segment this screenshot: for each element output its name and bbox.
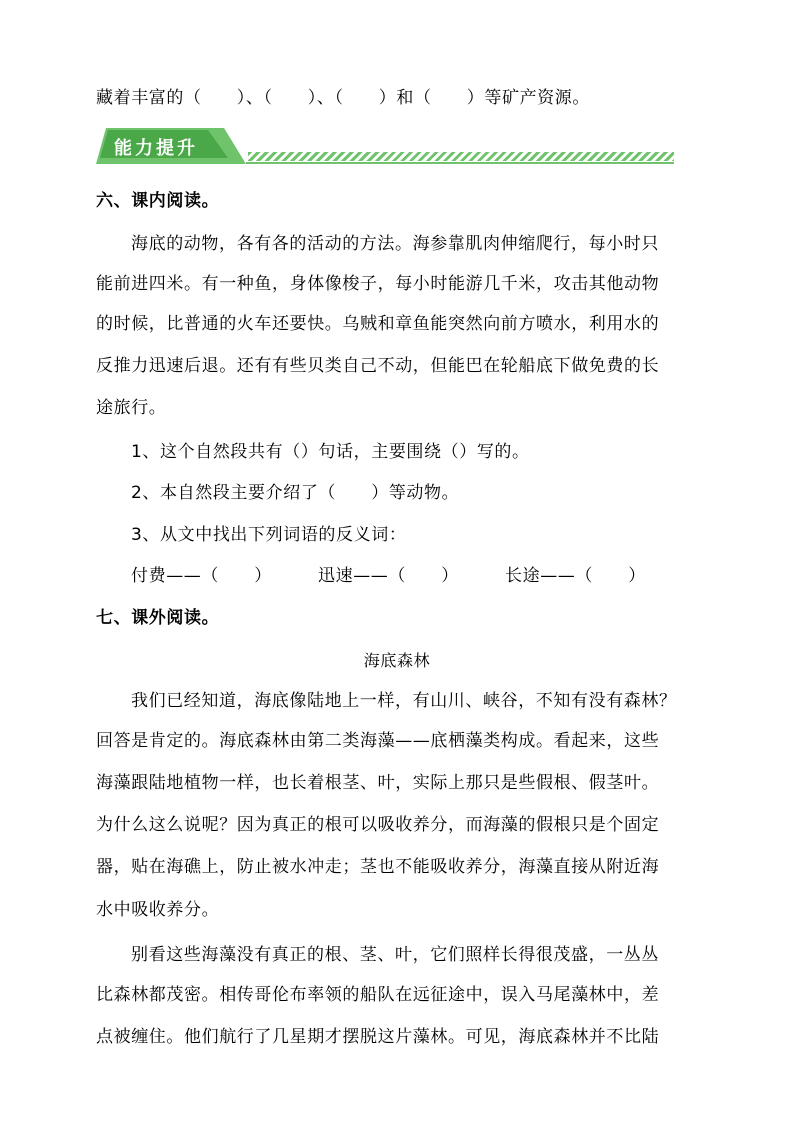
- article-paragraph-line: 我们已经知道，海底像陆地上一样，有山川、峡谷，不知有没有森林？: [131, 691, 677, 711]
- antonym-item: 付费——（ ）: [131, 566, 272, 586]
- section6-paragraph-line: 的时候，比普通的火车还要快。乌贼和章鱼能突然向前方喷水，利用水的: [96, 314, 660, 334]
- section6-heading: 六、课内阅读。: [96, 191, 220, 211]
- section-banner: [96, 124, 696, 168]
- article-paragraph-line: 海藻跟陆地植物一样，也长着根茎、叶，实际上那只是些假根、假茎叶。: [96, 773, 660, 793]
- section6-paragraph-line: 能前进四米。有一种鱼，身体像梭子，每小时能游几千米，攻击其他动物: [96, 274, 660, 294]
- article-paragraph-line: 回答是肯定的。海底森林由第二类海藻——底栖藻类构成。看起来，这些: [96, 731, 660, 751]
- article-paragraph-line: 比森林都茂密。相传哥伦布率领的船队在远征途中，误入马尾藻林中，差: [96, 985, 660, 1005]
- article-paragraph-line: 器，贴在海礁上，防止被水冲走；茎也不能吸收养分，海藻直接从附近海: [96, 857, 660, 877]
- section6-paragraph-line: 途旅行。: [96, 398, 167, 418]
- top-line: 藏着丰富的（ ）、（ ）、（ ）和（ ）等矿产资源。: [96, 88, 590, 108]
- article-title: 海底森林: [363, 651, 431, 670]
- article-paragraph-line: 别看这些海藻没有真正的根、茎、叶，它们照样长得很茂盛，一丛丛: [131, 945, 659, 965]
- antonym-item: 迅速——（ ）: [318, 566, 459, 586]
- antonym-item: 长途——（ ）: [505, 566, 646, 586]
- article-paragraph-line: 水中吸收养分。: [96, 900, 220, 920]
- question-2: 2、本自然段主要介绍了（ ）等动物。: [131, 483, 460, 503]
- section6-paragraph-line: 海底的动物，各有各的活动的方法。海参靠肌肉伸缩爬行，每小时只: [131, 234, 659, 254]
- banner-stripe: [248, 152, 674, 161]
- banner-underline: [246, 162, 674, 164]
- banner-label: 能力提升: [114, 138, 198, 159]
- article-paragraph-line: 为什么这么说呢？因为真正的根可以吸收养分，而海藻的假根只是个固定: [96, 815, 660, 835]
- section7-heading: 七、课外阅读。: [96, 608, 220, 628]
- section6-paragraph-line: 反推力迅速后退。还有有些贝类自己不动，但能巴在轮船底下做免费的长: [96, 356, 660, 376]
- question-3: 3、从文中找出下列词语的反义词：: [131, 525, 407, 545]
- question-1: 1、这个自然段共有（）句话，主要围绕（）写的。: [131, 442, 530, 462]
- article-paragraph-line: 点被缠住。他们航行了几星期才摆脱这片藻林。可见，海底森林并不比陆: [96, 1027, 660, 1047]
